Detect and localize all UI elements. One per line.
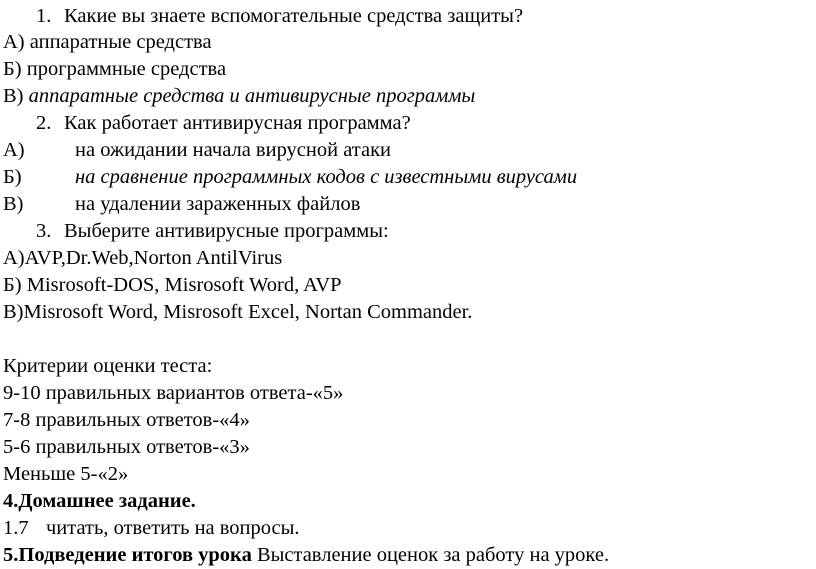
answer-option (3, 299, 472, 325)
question-3 (36, 218, 389, 244)
option-text: аппаратные средства (29, 31, 212, 53)
homework-item (3, 515, 300, 541)
option-text: на сравнение программных кодов с известными вирусами (75, 166, 578, 188)
option-letter: А) (3, 247, 25, 269)
criteria-line: 5-6 правильных ответов-«3» (3, 436, 250, 458)
question-2 (36, 110, 411, 136)
criteria-line: 9-10 правильных вариантов ответа-«5» (3, 382, 344, 404)
homework-item-text: читать, ответить на вопросы. (46, 517, 300, 539)
answer-option (3, 272, 342, 298)
summary-line (3, 542, 609, 568)
answer-option-correct (3, 164, 577, 190)
option-text: AVP,Dr.Web,Norton AntilVirus (24, 247, 283, 269)
question-1 (36, 3, 523, 29)
summary-text: Выставление оценок за работу на уроке. (251, 544, 610, 566)
question-text: Выберите антивирусные программы: (64, 220, 389, 242)
option-letter: В) (3, 301, 24, 323)
option-text: на удалении зараженных файлов (75, 193, 361, 215)
homework-item-number: 1.7 (3, 517, 29, 539)
option-letter: Б) (3, 166, 22, 188)
criteria-line: 7-8 правильных ответов-«4» (3, 409, 250, 431)
question-text: Какие вы знаете вспомогательные средства защиты? (64, 5, 524, 27)
option-letter: А) (3, 31, 25, 53)
question-text: Как работает антивирусная программа? (64, 112, 411, 134)
option-text: программные средства (26, 58, 227, 80)
answer-option (3, 191, 360, 217)
option-text: на ожидании начала вирусной атаки (75, 139, 392, 161)
option-letter: В) (3, 193, 24, 215)
option-letter: Б) (3, 274, 22, 296)
summary-heading: 5.Подведение итогов урока (3, 544, 252, 566)
answer-option (3, 29, 212, 55)
question-number: 2. (36, 112, 52, 134)
answer-option (3, 245, 282, 271)
option-text: Misrosoft-DOS, Misrosoft Word, AVP (26, 274, 342, 296)
homework-heading: 4.Домашнее задание. (3, 490, 196, 512)
question-number: 1. (36, 5, 52, 27)
answer-option-correct (3, 83, 475, 109)
option-text: аппаратные средства и антивирусные программы (28, 85, 476, 107)
question-number: 3. (36, 220, 52, 242)
answer-option (3, 137, 391, 163)
answer-option (3, 56, 226, 82)
criteria-line: Меньше 5-«2» (3, 463, 129, 485)
option-letter: В) (3, 85, 24, 107)
option-letter: Б) (3, 58, 22, 80)
option-letter: А) (3, 139, 25, 161)
option-text: Misrosoft Word, Misrosoft Excel, Nortan Commander. (23, 301, 473, 323)
criteria-title: Критерии оценки теста: (3, 355, 213, 377)
